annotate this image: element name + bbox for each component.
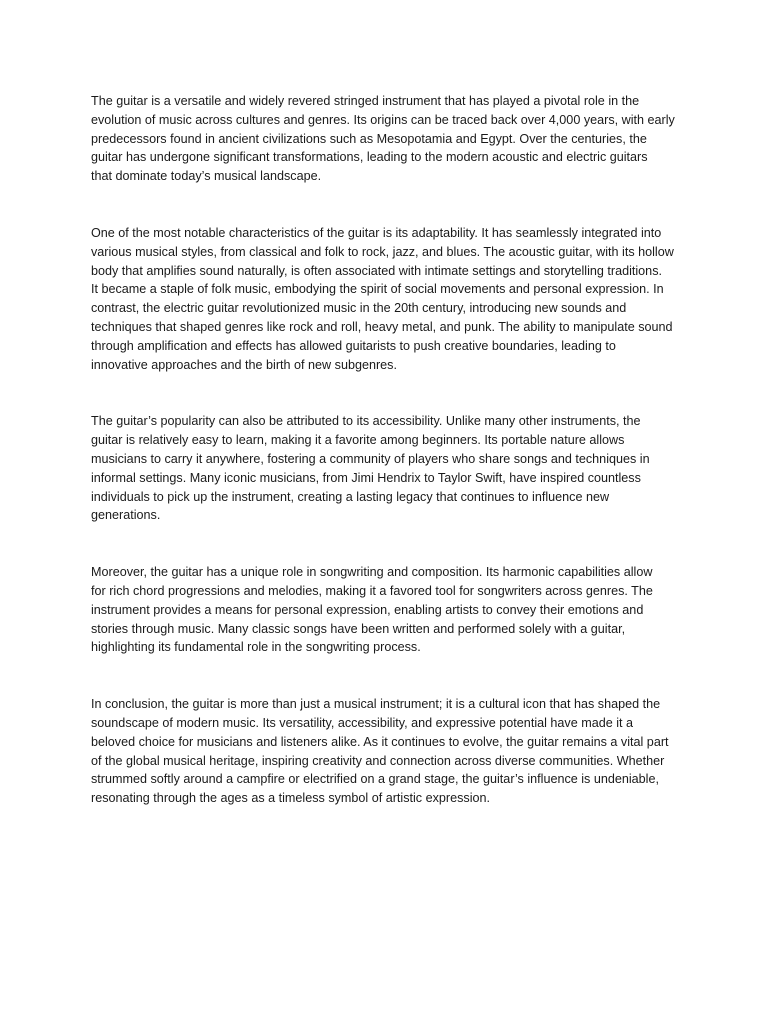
paragraph-line: It became a staple of folk music, embodying the spirit of social movements and personal expression. In: [91, 282, 664, 297]
paragraph-line: strummed softly around a campfire or electrified on a grand stage, the guitar’s influence is undeniable,: [91, 772, 659, 787]
paragraph-line: Moreover, the guitar has a unique role in songwriting and composition. Its harmonic capabilities allow: [91, 565, 653, 580]
paragraph-line: highlighting its fundamental role in the songwriting process.: [91, 640, 421, 655]
paragraph-line: techniques that shaped genres like rock and roll, heavy metal, and punk. The ability to manipulate sound: [91, 319, 673, 334]
paragraph-1: [91, 92, 691, 186]
document-body: [91, 92, 691, 846]
paragraph-line: generations.: [91, 508, 161, 523]
paragraph-line: that dominate today’s musical landscape.: [91, 169, 322, 184]
paragraph-3: [91, 412, 691, 525]
paragraph-line: predecessors found in ancient civilizations such as Mesopotamia and Egypt. Over the centuries, the: [91, 131, 647, 146]
paragraph-line: The guitar is a versatile and widely revered stringed instrument that has played a pivotal role in the: [91, 94, 640, 108]
paragraph-line: individuals to pick up the instrument, creating a lasting legacy that continues to influence new: [91, 489, 610, 504]
paragraph-line: The guitar’s popularity can also be attributed to its accessibility. Unlike many other instruments, the: [91, 414, 641, 429]
paragraph-line: stories through music. Many classic songs have been written and performed solely with a guitar,: [91, 621, 626, 636]
paragraph-line: through amplification and effects has allowed guitarists to push creative boundaries, leading to: [91, 338, 616, 353]
paragraph-line: contrast, the electric guitar revolutionized music in the 20th century, introducing new sounds and: [91, 301, 627, 316]
paragraph-line: informal settings. Many iconic musicians, from Jimi Hendrix to Taylor Swift, have inspired countless: [91, 470, 641, 485]
paragraph-4: [91, 563, 691, 657]
paragraph-line: evolution of music across cultures and genres. Its origins can be traced back over 4,000 years, with early: [91, 112, 675, 127]
paragraph-line: of the global musical heritage, inspiring creativity and connection across diverse communities. Whether: [91, 753, 665, 768]
paragraph-line: In conclusion, the guitar is more than just a musical instrument; it is a cultural icon that has shaped the: [91, 697, 661, 712]
paragraph-line: innovative approaches and the birth of new subgenres.: [91, 357, 397, 372]
paragraph-line: for rich chord progressions and melodies, making it a favored tool for songwriters across genres. The: [91, 583, 653, 598]
paragraph-2: [91, 224, 691, 374]
paragraph-line: guitar is relatively easy to learn, making it a favorite among beginners. Its portable nature allows: [91, 433, 625, 448]
paragraph-5: [91, 695, 691, 808]
paragraph-line: guitar has undergone significant transformations, leading to the modern acoustic and electric guitars: [91, 150, 648, 165]
paragraph-line: body that amplifies sound naturally, is often associated with intimate settings and storytelling traditions.: [91, 263, 662, 278]
paragraph-line: various musical styles, from classical and folk to rock, jazz, and blues. The acoustic guitar, with its hollow: [91, 244, 674, 259]
paragraph-line: resonating through the ages as a timeless symbol of artistic expression.: [91, 791, 491, 806]
paragraph-line: beloved choice for musicians and listeners alike. As it continues to evolve, the guitar remains a vital part: [91, 734, 669, 749]
paragraph-line: musicians to carry it anywhere, fostering a community of players who share songs and techniques in: [91, 451, 650, 466]
paragraph-line: soundscape of modern music. Its versatility, accessibility, and expressive potential have made it a: [91, 715, 634, 730]
paragraph-line: One of the most notable characteristics of the guitar is its adaptability. It has seamlessly integrated into: [91, 225, 662, 240]
paragraph-line: instrument provides a means for personal expression, enabling artists to convey their emotions and: [91, 602, 644, 617]
